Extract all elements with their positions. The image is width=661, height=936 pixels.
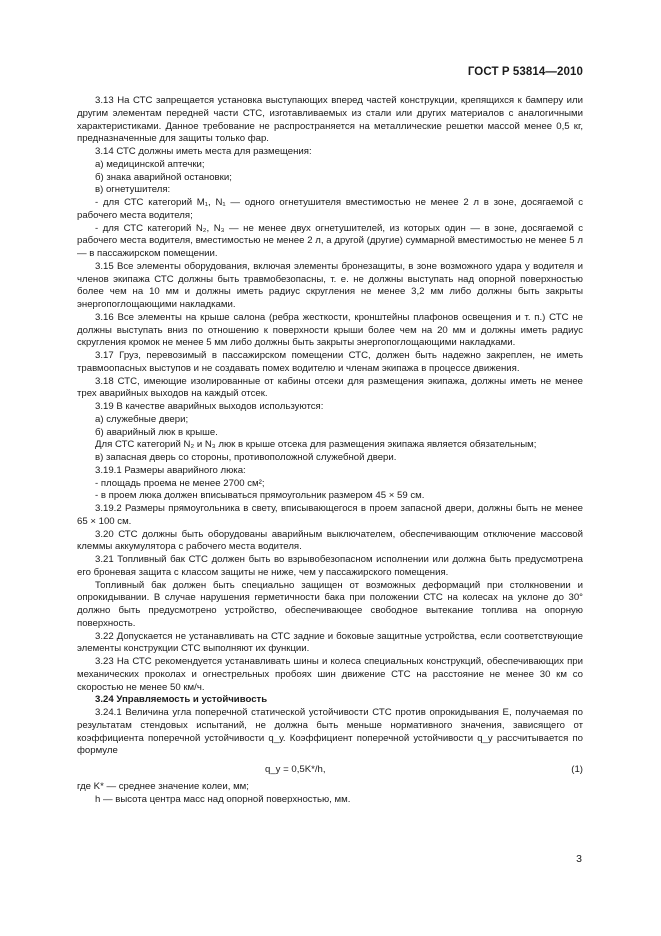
paragraph-3-19: 3.19 В качестве аварийных выходов используются: — [95, 401, 324, 412]
paragraph-3-15: 3.15 Все элементы оборудования, включая элементы бронезащиты, в зоне возможного удара у водителя и членов экипажа СТС должны быть травмобезопасны, т. е. не должны выступать над опорной поверхностью более чем на 10 мм и должны иметь радиус скругления не менее 3,2 мм либо должны быть закрыты энергопоглощающими накладками. — [77, 260, 583, 310]
list-item: б) знака аварийной остановки; — [95, 171, 232, 183]
paragraph-3-17: 3.17 Груз, перевозимый в пассажирском помещении СТС, должен быть надежно закреплен, не иметь травмоопасных выступов и не создавать помех водителю и членам экипажа в процессе движения. — [77, 350, 583, 374]
paragraph-3-16: 3.16 Все элементы на крыше салона (ребра жесткости, кронштейны плафонов освещения и т. п.) СТС не должны выступать вниз по отношению к поверхности крыши более чем на 20 мм и должны иметь радиус скругления кромок не менее 5 мм либо должны быть закрыты энергопоглощающими накладками. — [77, 311, 583, 349]
list-item: а) медицинской аптечки; — [95, 158, 205, 170]
paragraph-3-23: 3.23 На СТС рекомендуется устанавливать шины и колеса специальных конструкций, обеспечивающих при механических проколах и огнестрельных пробоях шин движение СТС на расстояние не менее 30 км со скоростью не менее 50 км/ч. — [77, 656, 583, 693]
paragraph-3-19-1: 3.19.1 Размеры аварийного люка: — [95, 464, 246, 476]
list-item: а) служебные двери; — [95, 413, 189, 425]
list-subitem: - в проем люка должен вписываться прямоугольник размером 45 × 59 см. — [95, 490, 425, 502]
document-body — [77, 95, 583, 807]
where-line: где K* — среднее значение колеи, мм; — [77, 781, 249, 792]
paragraph-3-14: 3.14 СТС должны иметь места для размещения: — [95, 146, 312, 157]
paragraph-3-19-2: 3.19.2 Размеры прямоугольника в свету, вписывающегося в проем запасной двери, должны быть не менее 65 × 100 см. — [77, 503, 583, 527]
page-header: ГОСТ Р 53814—2010 — [467, 66, 583, 78]
paragraph-3-21: 3.21 Топливный бак СТС должен быть во взрывобезопасном исполнении или должна быть предусмотрена его броневая защита с классом защиты не ниже, чем у пассажирского помещения. — [77, 554, 583, 578]
list-subitem: - площадь проема не менее 2700 см²; — [95, 477, 265, 489]
paragraph-3-13: 3.13 На СТС запрещается установка выступающих вперед частей конструкции, крепящихся к бамперу или другим элементам передней части СТС, изготавливаемых из стали или других материалов с аналогичными характеристиками. Данное требование не распространяется на металлические решетки массой менее 0,5 кг, предназначенные для защиты только фар. — [77, 95, 583, 145]
formula-1 — [77, 760, 583, 780]
list-item: в) огнетушителя: — [95, 184, 171, 196]
paragraph-3-24-1: 3.24.1 Величина угла поперечной статической устойчивости СТС против опрокидывания E, получаемая по результатам стендовых испытаний, не должна быть меньше нормативного значения, зависящего от коэффициента поперечной устойчивости q_у. Коэффициент поперечной устойчивости q_у рассчитывается по формуле — [77, 707, 583, 757]
section-heading-3-24: 3.24 Управляемость и устойчивость — [95, 694, 268, 706]
paragraph-roof-hatch: Для СТС категорий N₂ и N₃ люк в крыше отсека для размещения экипажа является обязательным; — [95, 439, 537, 451]
paragraph-3-18: 3.18 СТС, имеющие изолированные от кабины отсеки для размещения экипажа, должны иметь не менее трех аварийных выходов на каждый отсек. — [77, 375, 583, 400]
paragraph-3-22: 3.22 Допускается не устанавливать на СТС задние и боковые защитные устройства, если соответствующие элементы конструкции СТС выполняют их функции. — [77, 630, 583, 655]
list-item: б) аварийный люк в крыше. — [95, 426, 218, 438]
formula-number: (1) — [571, 764, 583, 775]
list-subitem: - для СТС категорий N₂, N₃ — не менее двух огнетушителей, из которых один — в зоне, досягаемой с рабочего места водителя, вместимостью не менее 2 л, а другой (другие) суммарной вместимостью не менее 5 л — в пассажирском помещении. — [77, 222, 583, 259]
page-number: 3 — [576, 853, 582, 865]
paragraph-fuel-tank: Топливный бак должен быть специально защищен от возможных деформаций при столкновении и опрокидывании. В случае нарушения герметичности бака при положении СТС на колесах на уклоне до 30° должно быть предусмотрено устройство, обеспечивающее свободное вытекание топлива на опорную поверхность. — [77, 579, 583, 629]
paragraph-3-20: 3.20 СТС должны быть оборудованы аварийным выключателем, обеспечивающим отключение массовой клеммы аккумулятора с рабочего места водителя. — [77, 528, 583, 553]
list-subitem: - для СТС категорий М₁, N₁ — одного огнетушителя вместимостью не менее 2 л в зоне, досягаемой с рабочего места водителя; — [77, 197, 583, 221]
where-line: h — высота центра масс над опорной поверхностью, мм. — [95, 793, 351, 805]
list-item: в) запасная дверь со стороны, противоположной служебной двери. — [95, 452, 397, 463]
formula-expression: q_у = 0,5K*/h, — [265, 764, 326, 775]
